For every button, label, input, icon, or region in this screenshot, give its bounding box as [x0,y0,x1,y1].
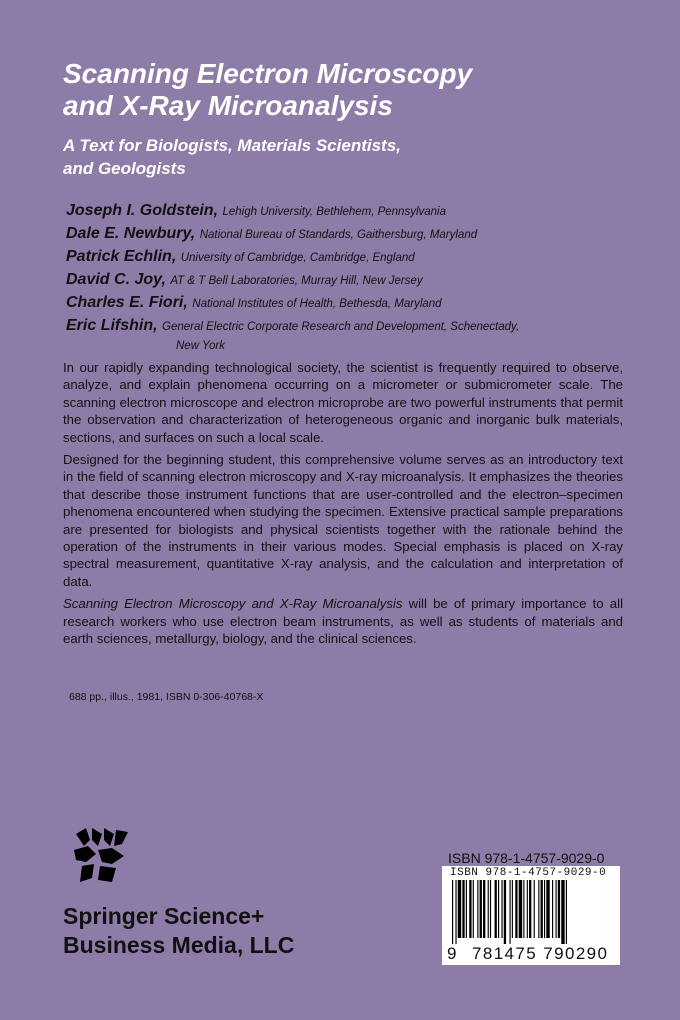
author-entry [66,246,636,269]
author-entry [66,269,636,292]
author-list [66,200,636,354]
description [63,359,623,653]
book-subtitle-line-2: and Geologists [63,159,186,178]
author-affiliation-continued: New York [176,340,226,352]
barcode-bar [501,880,502,938]
author-affiliation: Lehigh University, Bethlehem, Pennsylvania [222,206,447,218]
barcode-bar [490,880,491,938]
barcode-bar [462,880,464,938]
barcode-bar [538,880,539,938]
springer-knight-logo-shape [74,828,128,882]
isbn-barcode [442,866,620,965]
author-name: David C. Joy, [66,271,166,288]
barcode-bar [458,880,461,938]
publisher-name [63,902,294,960]
barcode-bar [546,880,549,938]
barcode-bar [483,880,485,938]
barcode-bar [544,880,545,938]
barcode-bar [473,880,474,938]
barcode-bar [529,880,531,938]
barcode-bar [552,880,553,938]
springer-knight-logo [72,826,130,884]
book-title [63,58,663,122]
barcode-bar [480,880,482,938]
barcode-bar [504,880,506,944]
author-affiliation: AT & T Bell Laboratories, Murray Hill, New Jersey [170,275,423,287]
barcode-bar [556,880,557,938]
barcode-bar [534,880,535,938]
book-title-line-2: and X-Ray Microanalysis [63,90,393,121]
publication-info: 688 pp., illus., 1981, ISBN 0-306-40768-X [69,691,264,703]
barcode-digits-left: 781475 [471,944,538,963]
barcode-bar [466,880,467,938]
isbn-label: ISBN 978-1-4757-9029-0 [448,850,605,866]
author-entry [66,200,636,223]
description-paragraph-3-text: will be of primary importance to all research workers who use electron beam instruments, as well as students of materials and earth sciences, metallurgy, biology, and the clinical sciences. [63,596,623,647]
author-affiliation: National Institutes of Health, Bethesda, Maryland [192,298,442,310]
author-name: Dale E. Newbury, [66,225,196,242]
author-affiliation: National Bureau of Standards, Gaithersburg, Maryland [199,229,478,241]
barcode-digits [447,944,608,964]
publisher-line-2: Business Media, LLC [63,932,295,958]
barcode-bar [541,880,543,938]
barcode-bar [566,880,567,944]
barcode-bar [469,880,471,938]
barcode-bar [515,880,517,938]
barcode-bar [495,880,497,938]
barcode-bar [523,880,524,938]
barcode-bar [477,880,478,938]
author-name: Patrick Echlin, [66,248,177,265]
description-paragraph-2: Designed for the beginning student, this comprehensive volume serves as an introductory text in the field of scanning electron microscopy and X-ray microanalysis. It emphasizes the theories that describe those instrument functions that are user-controlled and the electron–specimen phenomena encountered when studying the specimen. Extensive practical sample preparations are presented for biologists and physical scientists together with the rationale behind the operation of the instruments in their various modes. Special emphasis is placed on X-ray spectral measurement, quantitative X-ray analysis, and the calculation and interpretation of data. [63,452,623,589]
author-affiliation: University of Cambridge, Cambridge, England [180,252,415,264]
barcode-bar [510,880,511,944]
barcode-digit-first: 9 [447,944,458,963]
barcode-bars [448,880,614,944]
book-subtitle-line-1: A Text for Biologists, Materials Scientists, [63,136,401,155]
publisher-line-1: Springer Science+ [63,903,265,929]
barcode-bar [455,880,456,944]
barcode-bar [488,880,489,938]
barcode-bar [558,880,560,938]
book-subtitle [63,134,623,180]
author-name: Eric Lifshin, [66,317,158,334]
author-entry [66,292,636,315]
author-name: Charles E. Fiori, [66,294,188,311]
author-entry [66,315,636,354]
barcode-bar [561,880,564,944]
barcode-isbn-text: ISBN 978-1-4757-9029-0 [450,867,607,879]
barcode-bar [452,880,453,944]
author-entry [66,223,636,246]
author-affiliation: General Electric Corporate Research and Development, Schenectady, [162,321,520,333]
author-name: Joseph I. Goldstein, [66,202,219,219]
barcode-bar [512,880,513,938]
book-title-reference: Scanning Electron Microscopy and X-Ray Microanalysis [63,596,403,612]
description-paragraph-3 [63,595,623,647]
barcode-bar [519,880,522,938]
description-paragraph-1: In our rapidly expanding technological society, the scientist is frequently required to observe, analyze, and explain phenomena occurring on a micrometer or submicrometer scale. The scanning electron microscope and electron microprobe are two powerful instruments that permit the observation and characterization of heterogeneous organic and inorganic bulk materials, sections, and surfaces on such a local scale. [63,360,623,445]
book-title-line-1: Scanning Electron Microscopy [63,58,473,89]
barcode-bar [527,880,528,938]
barcode-bar [498,880,499,938]
barcode-digits-right: 790290 [543,944,609,963]
